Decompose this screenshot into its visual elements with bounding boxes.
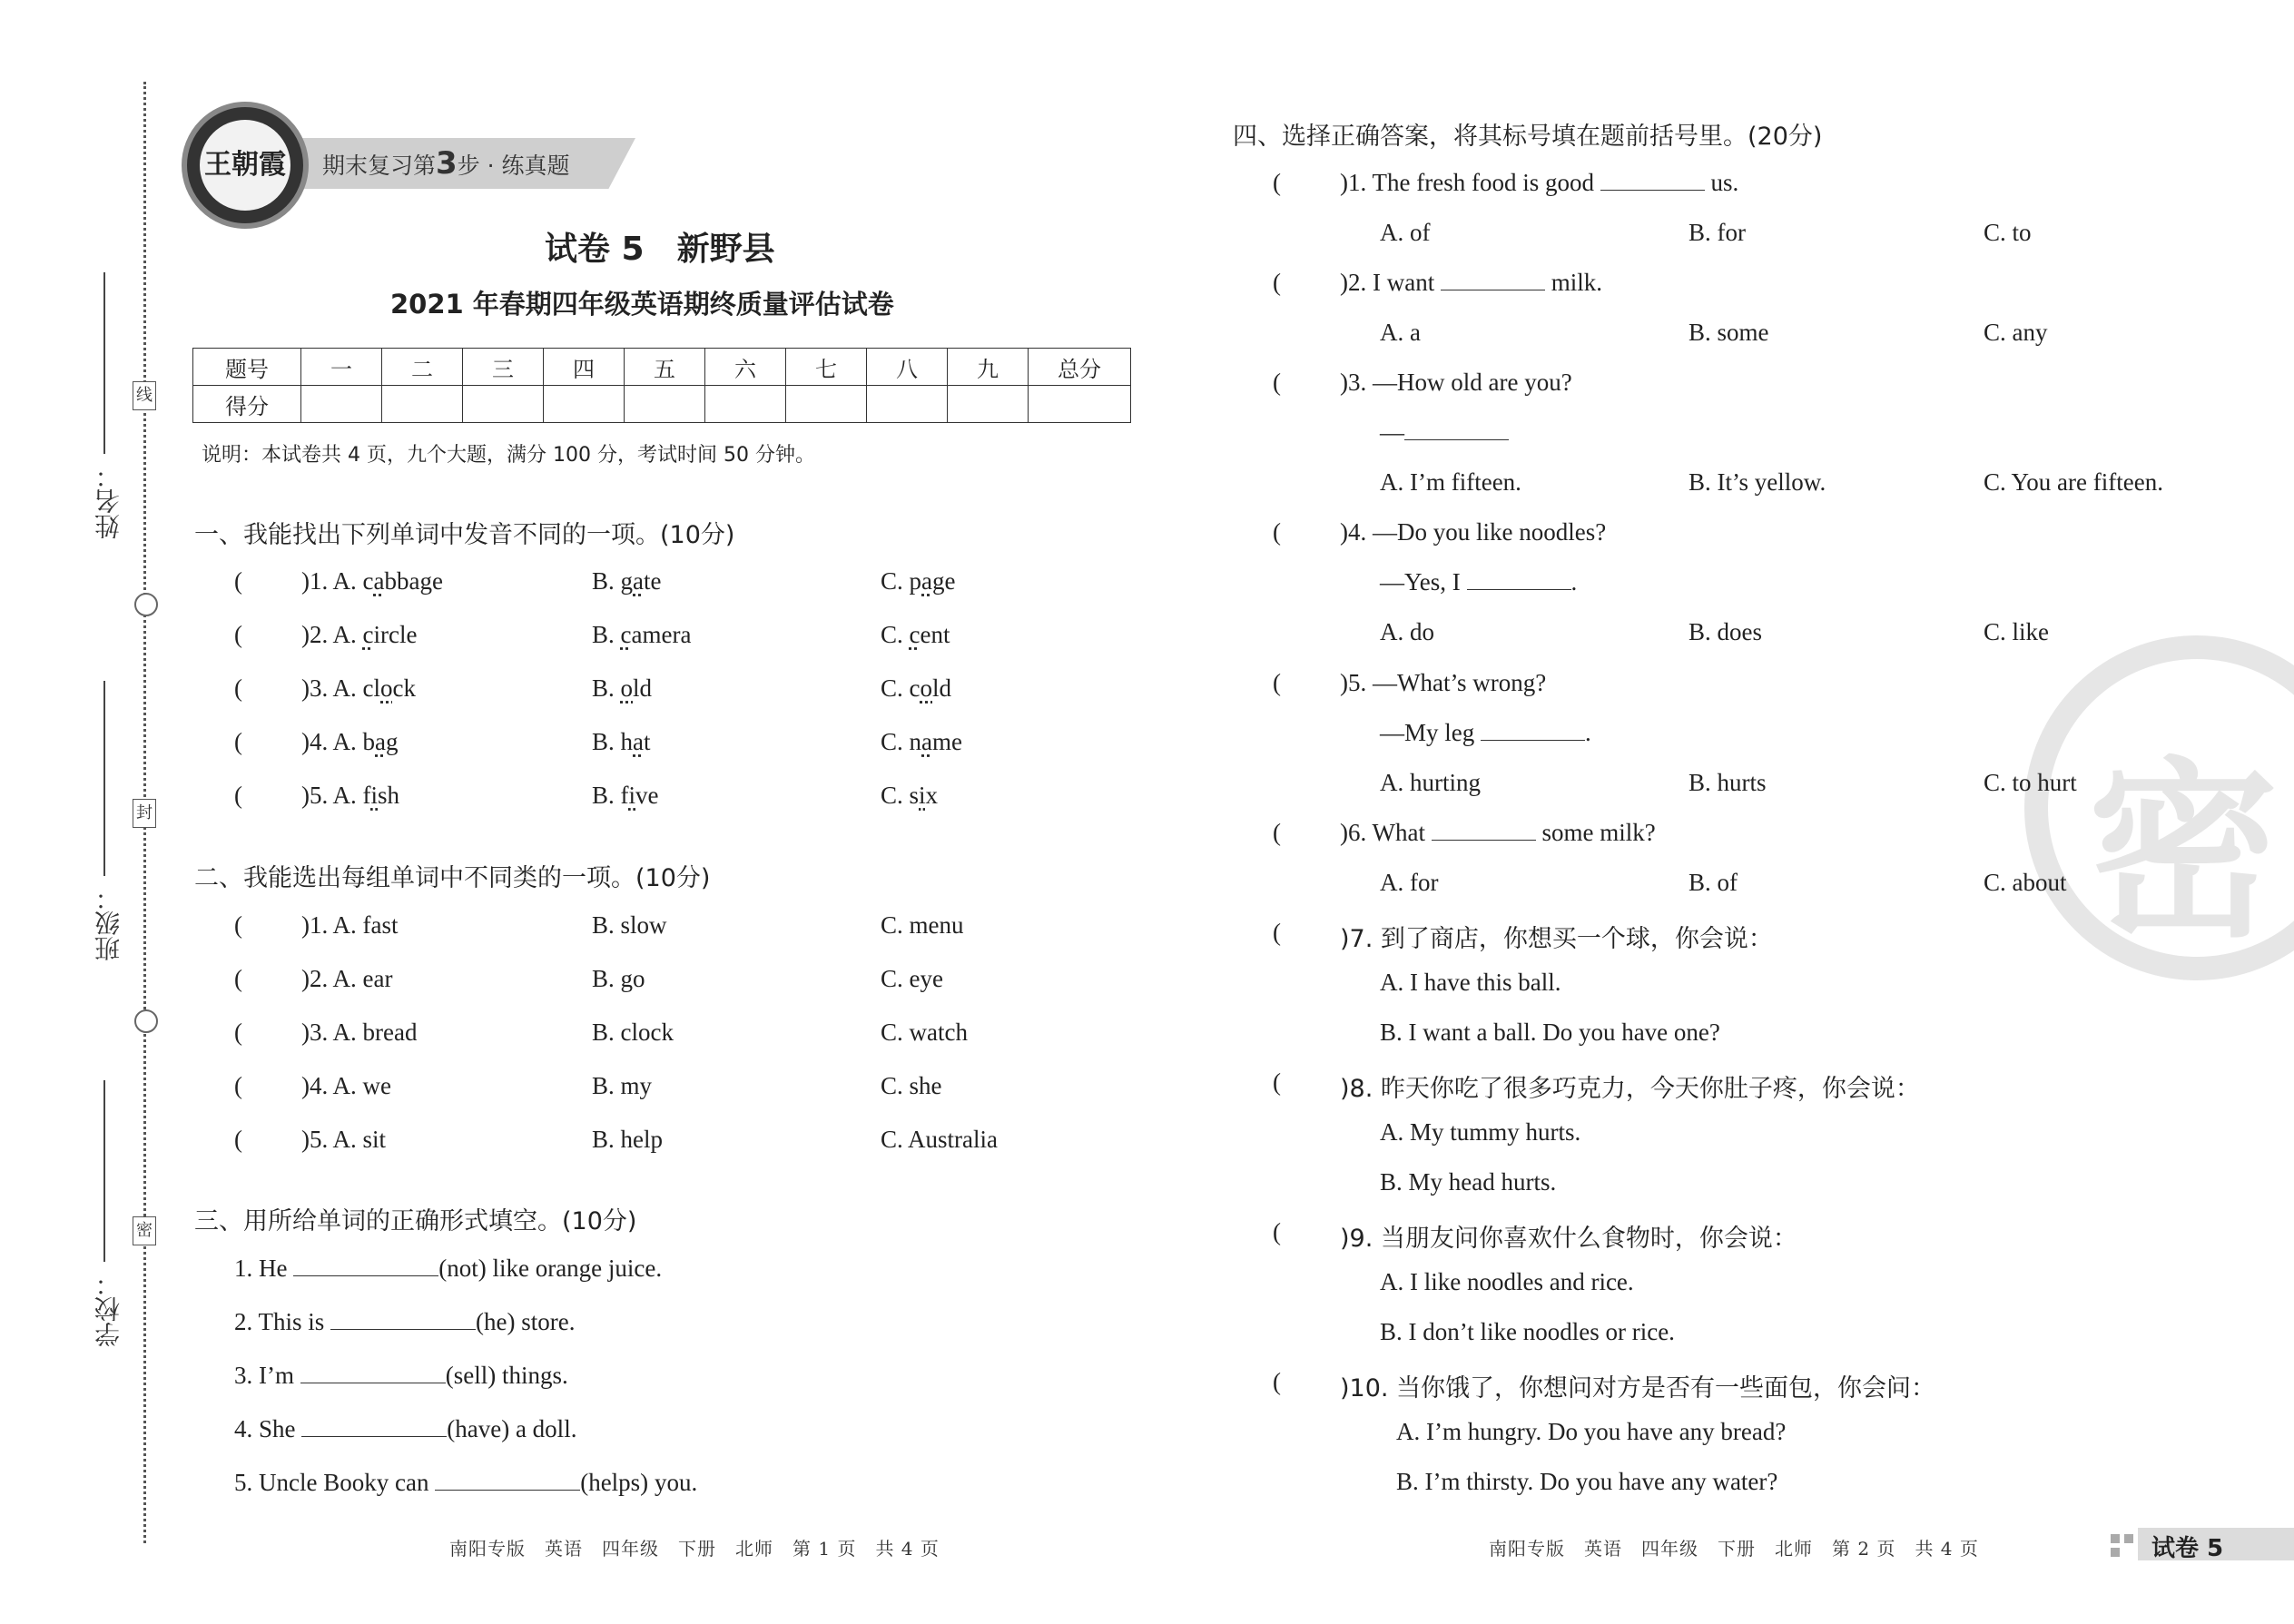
logo [182, 102, 309, 229]
s4-q5-a: A. hurting [1380, 769, 1481, 796]
s1-q1-b: B. gate [592, 567, 662, 595]
score-table [192, 348, 1131, 423]
s4-q7-a: A. I have this ball. [1380, 969, 1561, 996]
s3-q3: 3. I’m (sell) things. [234, 1362, 568, 1389]
seal-dot [134, 593, 158, 616]
s4-q5-b: B. hurts [1689, 769, 1767, 796]
answer-paren: ( [234, 1126, 242, 1153]
s2-q2-b: B. go [592, 965, 645, 992]
score-input-cell [705, 386, 786, 423]
s2-q2-a: )2. A. ear [301, 965, 393, 992]
exam-note: 说明：本试卷共 4 页，九个大题，满分 100 分，考试时间 50 分钟。 [202, 444, 815, 467]
answer-paren: ( [234, 965, 242, 992]
s2-q3-b: B. clock [592, 1019, 674, 1046]
footer-right: 南阳专版 英语 四年级 下册 北师 第 2 页 共 4 页 [1489, 1538, 1979, 1560]
answer-paren: ( [1273, 1368, 1281, 1395]
s4-q3-b: B. It’s yellow. [1689, 468, 1826, 496]
s2-q4-a: )4. A. we [301, 1072, 391, 1099]
s1-q1-c: C. page [881, 567, 956, 595]
s3-q1: 1. He (not) like orange juice. [234, 1255, 663, 1282]
section1-title: 一、我能找出下列单词中发音不同的一项。(10分) [194, 521, 735, 549]
s2-q2-c: C. eye [881, 965, 943, 992]
s4-q9-b: B. I don’t like noodles or rice. [1380, 1318, 1675, 1345]
fill-blank[interactable] [1404, 419, 1509, 440]
s1-q4-a: )4. A. bag [301, 728, 399, 755]
s1-q5-a: )5. A. fish [301, 782, 400, 809]
answer-paren: ( [1273, 1068, 1281, 1096]
s1-q2-b: B. camera [592, 621, 692, 648]
score-cell: 总分 [1029, 349, 1131, 386]
seal-char-mi: 密 [133, 1216, 156, 1245]
s3-q2: 2. This is (he) store. [234, 1308, 576, 1335]
score-table-header-row [193, 349, 1131, 386]
s4-q1-stem: )1. The fresh food is good us. [1340, 169, 1739, 196]
s2-q4-b: B. my [592, 1072, 653, 1099]
s2-q1-c: C. menu [881, 911, 964, 939]
fill-blank[interactable] [435, 1470, 580, 1491]
s1-q4-c: C. name [881, 728, 962, 755]
s2-q1-a: )1. A. fast [301, 911, 399, 939]
s4-q7-b: B. I want a ball. Do you have one? [1380, 1019, 1720, 1046]
fill-blank[interactable] [330, 1309, 476, 1330]
s2-q5-c: C. Australia [881, 1126, 998, 1153]
paper-badge-text: 试卷 5 [2151, 1535, 2224, 1562]
answer-paren: ( [234, 567, 242, 595]
s4-q4-c: C. like [1984, 618, 2049, 645]
s1-q4-b: B. hat [592, 728, 651, 755]
confidential-stamp-char: 密 [2088, 741, 2279, 963]
s1-q5-c: C. six [881, 782, 939, 809]
score-input-cell [544, 386, 625, 423]
s2-q5-b: B. help [592, 1126, 663, 1153]
s4-q10-stem: )10. 当你饿了，你想问对方是否有一些面包，你会问： [1340, 1374, 1936, 1403]
name-blank [103, 272, 105, 454]
fill-blank[interactable] [1432, 820, 1536, 841]
s4-q4-b: B. does [1689, 618, 1762, 645]
answer-paren: ( [1273, 1218, 1281, 1245]
s2-q5-a: )5. A. sit [301, 1126, 387, 1153]
fill-blank[interactable] [293, 1255, 438, 1276]
answer-paren: ( [234, 782, 242, 809]
section3-title: 三、用所给单词的正确形式填空。(10分) [194, 1207, 637, 1235]
exam-subtitle: 2021 年春期四年级英语期终质量评估试卷 [390, 289, 894, 320]
s4-q6-b: B. of [1689, 869, 1738, 896]
s4-q5-stem: )5. —What’s wrong? [1340, 669, 1547, 696]
score-input-cell [786, 386, 867, 423]
answer-paren: ( [1273, 669, 1281, 696]
class-label: 班级： [94, 885, 123, 961]
section4-title: 四、选择正确答案，将其标号填在题前括号里。(20分) [1233, 123, 1823, 151]
s4-q8-stem: )8. 昨天你吃了很多巧克力，今天你肚子疼，你会说： [1340, 1075, 1920, 1103]
s2-q3-a: )3. A. bread [301, 1019, 418, 1046]
score-input-cell [382, 386, 463, 423]
answer-paren: ( [234, 1019, 242, 1046]
s4-q4-a: A. do [1380, 618, 1434, 645]
s4-q9-stem: )9. 当朋友问你喜欢什么食物时，你会说： [1340, 1225, 1797, 1253]
score-cell: 二 [382, 349, 463, 386]
s1-q3-b: B. old [592, 674, 653, 702]
fill-blank[interactable] [1600, 170, 1705, 191]
answer-paren: ( [1273, 269, 1281, 296]
answer-paren: ( [234, 674, 242, 702]
answer-paren: ( [1273, 369, 1281, 396]
s4-q10-a: A. I’m hungry. Do you have any bread? [1396, 1418, 1787, 1445]
s4-q4-answer-line: —Yes, I . [1380, 568, 1578, 595]
s4-q2-a: A. a [1380, 319, 1421, 346]
s1-q3-a: )3. A. clock [301, 674, 416, 702]
s4-q1-a: A. of [1380, 219, 1431, 246]
badge-decor [2111, 1548, 2120, 1557]
score-table-score-row [193, 386, 1131, 423]
s4-q6-stem: )6. What some milk? [1340, 819, 1656, 846]
seal-char-feng: 封 [133, 799, 156, 828]
s4-q4-stem: )4. —Do you like noodles? [1340, 518, 1607, 546]
s4-q3-answer-line: — [1380, 418, 1509, 447]
s1-q3-c: C. cold [881, 674, 952, 702]
name-label: 姓名： [94, 463, 123, 539]
answer-paren: ( [1273, 169, 1281, 196]
s1-q5-b: B. five [592, 782, 659, 809]
s3-q5: 5. Uncle Booky can (helps) you. [234, 1469, 698, 1496]
score-cell: 题号 [193, 349, 301, 386]
s1-q2-c: C. cent [881, 621, 950, 648]
s4-q2-stem: )2. I want milk. [1340, 269, 1602, 296]
s4-q1-c: C. to [1984, 219, 2032, 246]
seal-char-xian: 线 [133, 381, 156, 410]
s4-q8-b: B. My head hurts. [1380, 1168, 1557, 1196]
answer-paren: ( [1273, 919, 1281, 946]
logo-text: 王朝霞 [200, 120, 290, 211]
answer-paren: ( [1273, 518, 1281, 546]
badge-decor [2111, 1534, 2120, 1543]
s1-q2-a: )2. A. circle [301, 621, 418, 648]
score-cell: 七 [786, 349, 867, 386]
s2-q4-c: C. she [881, 1072, 942, 1099]
answer-paren: ( [234, 621, 242, 648]
s4-q2-b: B. some [1689, 319, 1769, 346]
banner-text: 期末复习第3步 · 练真题 [322, 145, 570, 182]
school-blank [103, 1080, 105, 1262]
s4-q2-c: C. any [1984, 319, 2048, 346]
fill-blank[interactable] [301, 1416, 447, 1437]
s2-q1-b: B. slow [592, 911, 667, 939]
score-input-cell [301, 386, 382, 423]
s4-q5-c: C. to hurt [1984, 769, 2077, 796]
s4-q3-stem: )3. —How old are you? [1340, 369, 1572, 396]
s4-q5-answer-line: —My leg . [1380, 719, 1591, 746]
seal-dot [134, 1009, 158, 1033]
section2-title: 二、我能选出每组单词中不同类的一项。(10分) [194, 864, 711, 892]
exam-title: 试卷 5 新野县 [545, 231, 775, 268]
s4-q3-c: C. You are fifteen. [1984, 468, 2163, 496]
score-cell: 一 [301, 349, 382, 386]
s4-q10-b: B. I’m thirsty. Do you have any water? [1396, 1468, 1778, 1495]
badge-decor [2124, 1534, 2133, 1543]
score-cell: 四 [544, 349, 625, 386]
s2-q3-c: C. watch [881, 1019, 968, 1046]
score-input-cell [1029, 386, 1131, 423]
s1-q1-a: )1. A. cabbage [301, 567, 443, 595]
s4-q6-a: A. for [1380, 869, 1439, 896]
score-row-label: 得分 [193, 386, 301, 423]
s4-q9-a: A. I like noodles and rice. [1380, 1268, 1634, 1295]
answer-paren: ( [234, 911, 242, 939]
s3-q4: 4. She (have) a doll. [234, 1415, 577, 1442]
score-input-cell [867, 386, 948, 423]
score-input-cell [463, 386, 544, 423]
score-cell: 五 [625, 349, 705, 386]
class-blank [103, 681, 105, 876]
school-label: 学校： [94, 1271, 123, 1347]
answer-paren: ( [1273, 819, 1281, 846]
s4-q8-a: A. My tummy hurts. [1380, 1118, 1581, 1146]
s4-q7-stem: )7. 到了商店，你想买一个球，你会说： [1340, 925, 1773, 953]
fill-blank[interactable] [1467, 569, 1571, 590]
s4-q3-a: A. I’m fifteen. [1380, 468, 1521, 496]
answer-paren: ( [234, 728, 242, 755]
score-input-cell [948, 386, 1029, 423]
answer-paren: ( [234, 1072, 242, 1099]
score-input-cell [625, 386, 705, 423]
score-cell: 三 [463, 349, 544, 386]
fill-blank[interactable] [1481, 720, 1585, 741]
footer-left: 南阳专版 英语 四年级 下册 北师 第 1 页 共 4 页 [449, 1538, 940, 1560]
score-cell: 六 [705, 349, 786, 386]
score-cell: 八 [867, 349, 948, 386]
fill-blank[interactable] [1441, 270, 1545, 290]
s4-q1-b: B. for [1689, 219, 1746, 246]
s4-q6-c: C. about [1984, 869, 2067, 896]
fill-blank[interactable] [300, 1363, 446, 1383]
score-cell: 九 [948, 349, 1029, 386]
